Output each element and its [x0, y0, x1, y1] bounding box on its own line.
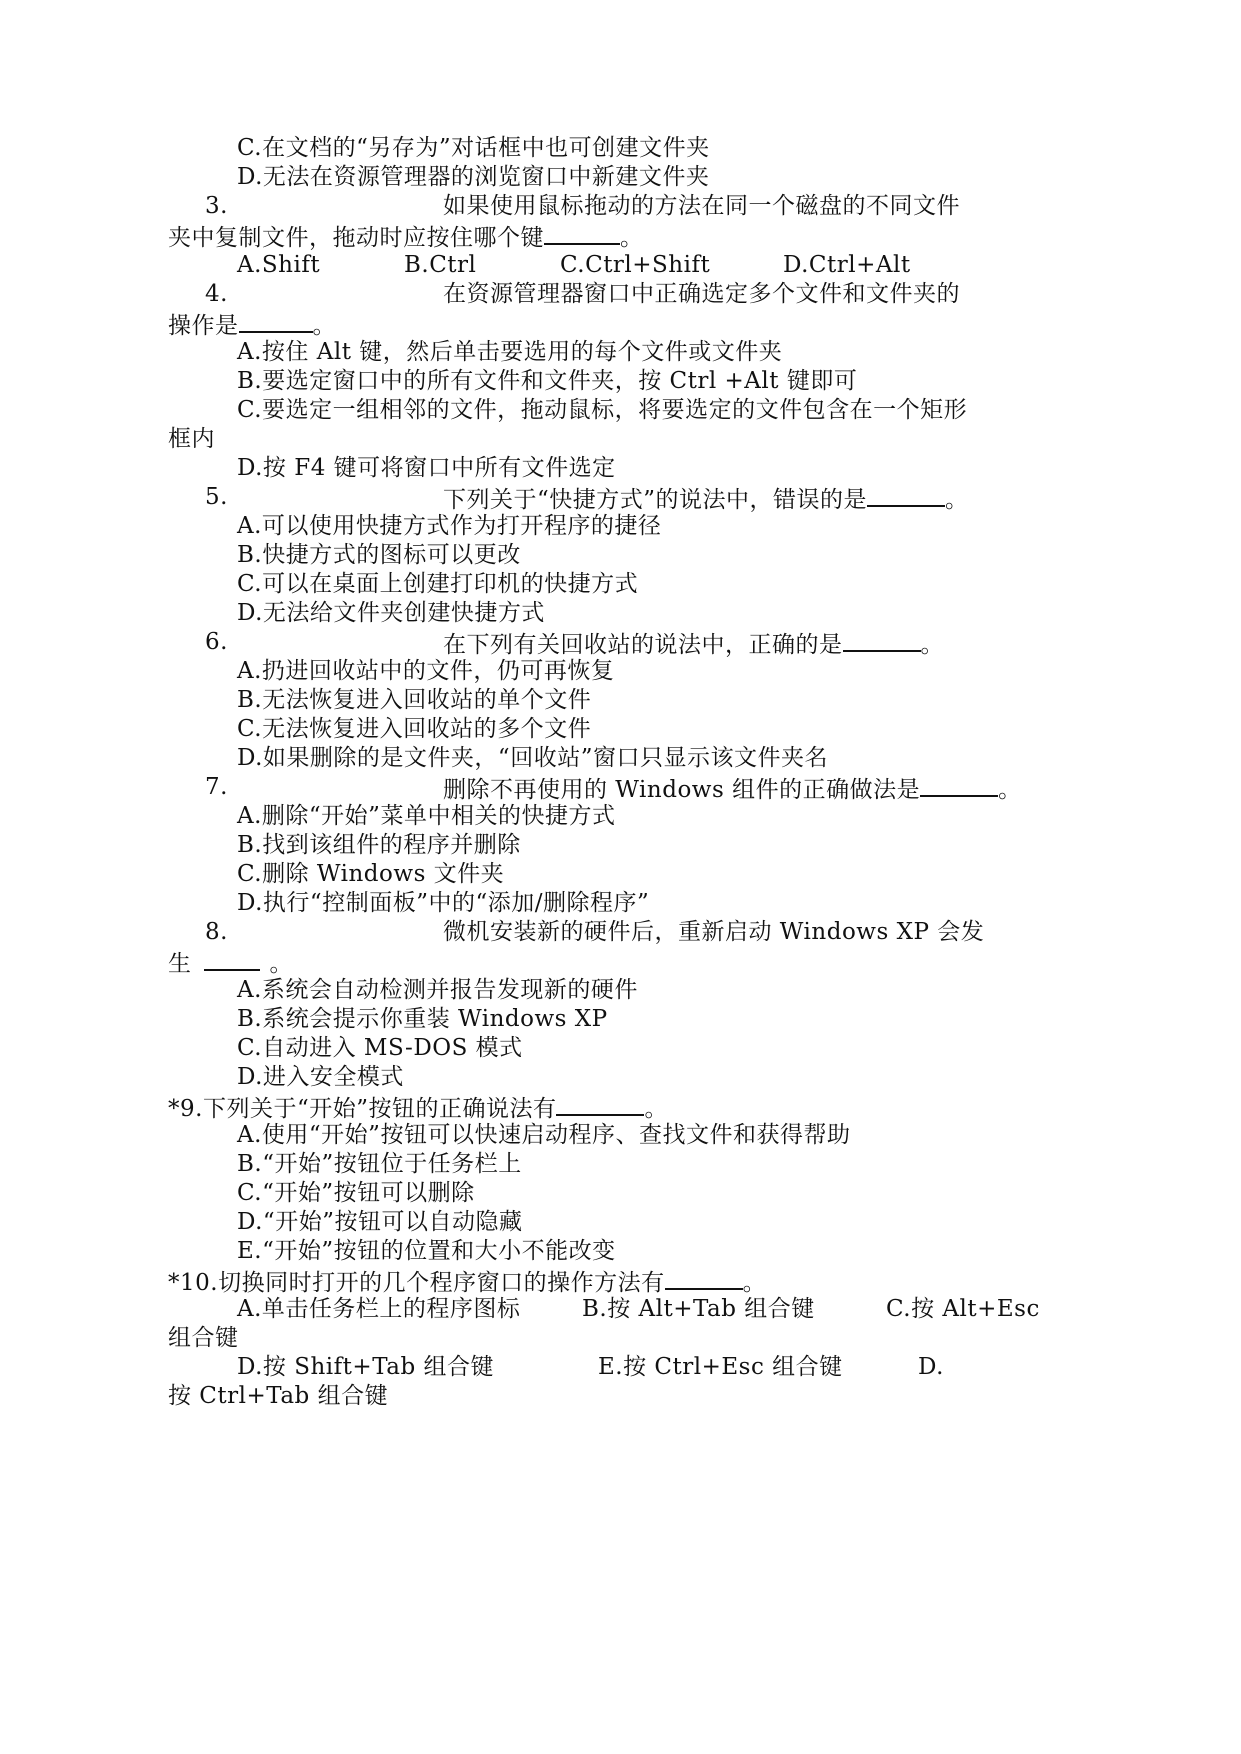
option-a-text: A.系统会自动检测并报告发现新的硬件 — [237, 977, 638, 1003]
punctuation: 。 — [998, 777, 1022, 803]
option-b-text: B.要选定窗口中的所有文件和文件夹，按 Ctrl +Alt 键即可 — [237, 368, 858, 394]
question-text — [443, 626, 944, 658]
option-d-text: D.按 Shift+Tab 组合键 — [237, 1354, 494, 1380]
answer-blank — [867, 481, 945, 507]
question-text-part: 生 — [168, 951, 192, 977]
answer-blank — [920, 771, 998, 797]
option-c-text: C.Ctrl+Shift — [560, 252, 711, 278]
punctuation: 。 — [269, 951, 293, 977]
question-number: 6. — [205, 629, 228, 655]
option-d-text: D.执行“控制面板”中的“添加/删除程序” — [237, 890, 650, 916]
punctuation: 。 — [620, 225, 644, 251]
option-b-text: B.Ctrl — [404, 252, 477, 278]
option-b-text: B.“开始”按钮位于任务栏上 — [237, 1151, 522, 1177]
question-text: 如果使用鼠标拖动的方法在同一个磁盘的不同文件 — [443, 193, 960, 219]
answer-blank — [556, 1090, 644, 1116]
option-a-text: A.按住 Alt 键，然后单击要选用的每个文件或文件夹 — [237, 339, 783, 365]
option-a-text: A.可以使用快捷方式作为打开程序的捷径 — [237, 513, 662, 539]
answer-blank — [665, 1264, 743, 1290]
option-a-text: A.扔进回收站中的文件，仍可再恢复 — [237, 658, 615, 684]
option-c-text-continued: 框内 — [168, 426, 215, 452]
option-d-text: D.“开始”按钮可以自动隐藏 — [237, 1209, 523, 1235]
answer-blank — [843, 626, 921, 652]
option-b-text: B.无法恢复进入回收站的单个文件 — [237, 687, 592, 713]
question-text: 在资源管理器窗口中正确选定多个文件和文件夹的 — [443, 281, 960, 307]
option-a-text: A.使用“开始”按钮可以快速启动程序、查找文件和获得帮助 — [237, 1122, 851, 1148]
option-c-text-continued: 组合键 — [168, 1325, 239, 1351]
option-b-text: B.找到该组件的程序并删除 — [237, 832, 521, 858]
option-c-text: C.在文档的“另存为”对话框中也可创建文件夹 — [237, 135, 710, 161]
option-d-text: D.无法给文件夹创建快捷方式 — [237, 600, 545, 626]
question-number: 4. — [205, 281, 228, 307]
punctuation: 。 — [312, 313, 336, 339]
punctuation: 。 — [920, 632, 944, 658]
question-text — [443, 771, 1022, 803]
answer-blank — [204, 945, 260, 971]
option-c-text: C.删除 Windows 文件夹 — [237, 861, 505, 887]
option-d-text: D.无法在资源管理器的浏览窗口中新建文件夹 — [237, 164, 710, 190]
question-text: 微机安装新的硬件后，重新启动 Windows XP 会发 — [443, 919, 985, 945]
question-number: 8. — [205, 919, 228, 945]
option-e-text: E.“开始”按钮的位置和大小不能改变 — [237, 1238, 616, 1264]
punctuation: 。 — [742, 1270, 767, 1296]
option-c-text: C.要选定一组相邻的文件，拖动鼠标，将要选定的文件包含在一个矩形 — [237, 397, 968, 423]
answer-blank — [239, 307, 313, 333]
option-f-label: D. — [918, 1354, 944, 1380]
option-c-text: C.按 Alt+Esc — [886, 1296, 1040, 1322]
option-b-text: B.按 Alt+Tab 组合键 — [582, 1296, 815, 1322]
question-text-continued — [168, 307, 336, 339]
question-text — [168, 1090, 668, 1122]
option-a-text: A.Shift — [237, 252, 321, 278]
punctuation: 。 — [945, 487, 969, 513]
question-text-continued — [168, 945, 293, 977]
question-number: 5. — [205, 484, 228, 510]
option-f-text: 按 Ctrl+Tab 组合键 — [168, 1383, 389, 1409]
question-text-continued — [168, 219, 644, 251]
question-text — [168, 1264, 766, 1296]
question-text-part: 操作是 — [168, 313, 239, 339]
question-text-part: 删除不再使用的 Windows 组件的正确做法是 — [443, 777, 921, 803]
option-c-text: C.可以在桌面上创建打印机的快捷方式 — [237, 571, 639, 597]
option-d-text: D.按 F4 键可将窗口中所有文件选定 — [237, 455, 616, 481]
question-number: 7. — [205, 774, 228, 800]
option-b-text: B.快捷方式的图标可以更改 — [237, 542, 521, 568]
question-text-part: 下列关于“快捷方式”的说法中，错误的是 — [443, 487, 868, 513]
option-e-text: E.按 Ctrl+Esc 组合键 — [598, 1354, 843, 1380]
answer-blank — [544, 219, 620, 245]
option-b-text: B.系统会提示你重装 Windows XP — [237, 1006, 608, 1032]
option-d-text: D.Ctrl+Alt — [783, 252, 911, 278]
question-text-part: *10.切换同时打开的几个程序窗口的操作方法有 — [168, 1270, 665, 1296]
option-d-text: D.如果删除的是文件夹，“回收站”窗口只显示该文件夹名 — [237, 745, 828, 771]
option-c-text: C.自动进入 MS-DOS 模式 — [237, 1035, 523, 1061]
question-text-part: *9.下列关于“开始”按钮的正确说法有 — [168, 1096, 557, 1122]
option-c-text: C.无法恢复进入回收站的多个文件 — [237, 716, 592, 742]
question-text — [443, 481, 969, 513]
option-a-text: A.删除“开始”菜单中相关的快捷方式 — [237, 803, 616, 829]
question-text-part: 在下列有关回收站的说法中，正确的是 — [443, 632, 843, 658]
question-text-part: 夹中复制文件，拖动时应按住哪个键 — [168, 225, 544, 251]
option-a-text: A.单击任务栏上的程序图标 — [237, 1296, 521, 1322]
punctuation: 。 — [644, 1096, 668, 1122]
question-number: 3. — [205, 193, 228, 219]
option-d-text: D.进入安全模式 — [237, 1064, 404, 1090]
option-c-text: C.“开始”按钮可以删除 — [237, 1180, 475, 1206]
